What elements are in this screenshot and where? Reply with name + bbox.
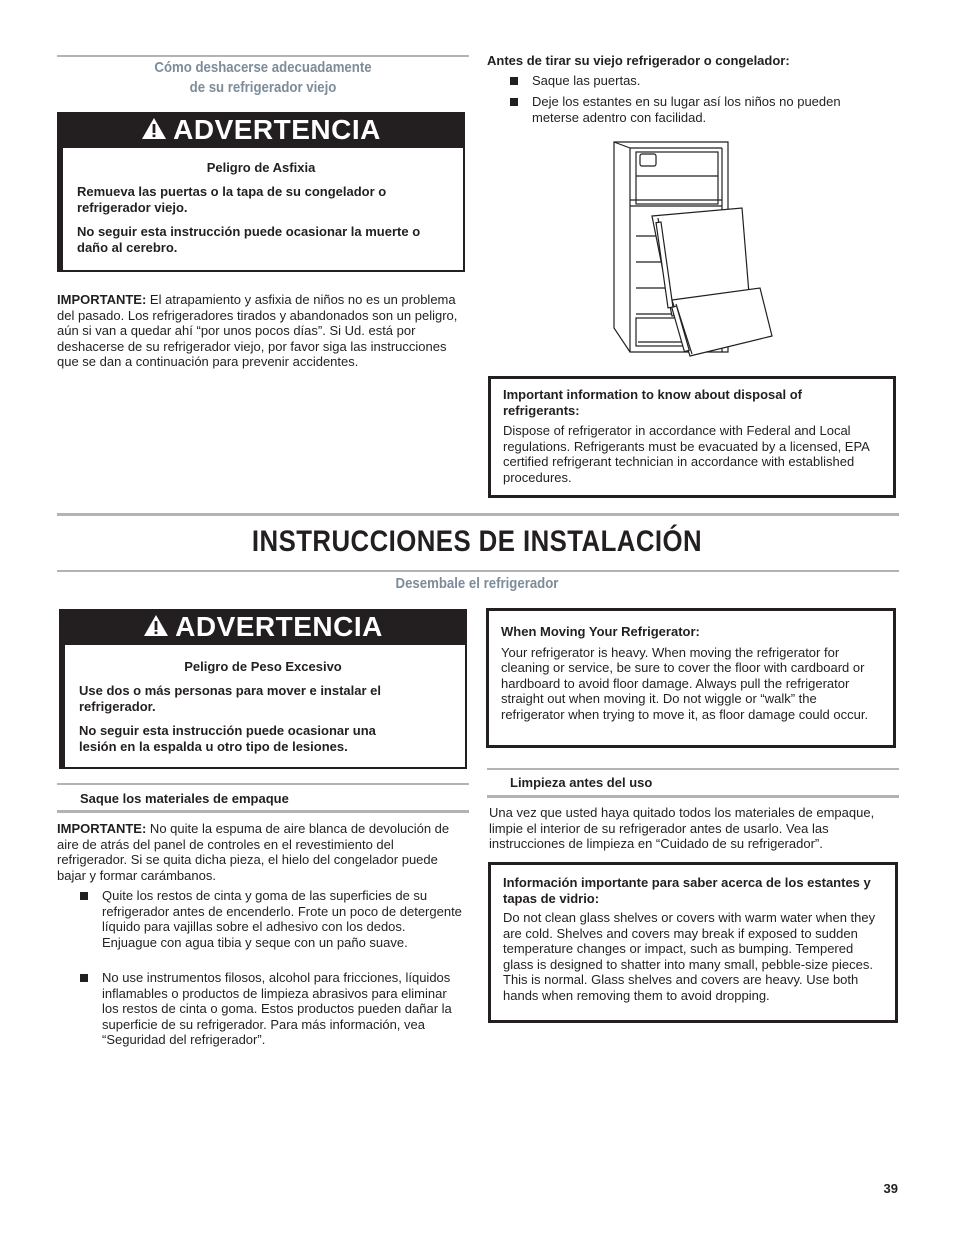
bullet-remove-doors [510,73,890,91]
suffocation-warning-box [57,112,465,272]
refrigerant-box-text: Dispose of refrigerator in accordance with Federal and Local regulations. Refrigerants must be evacuated by a licensed, EPA certified refrigerant technician in accordance with established procedures. [503,423,870,485]
warning-triangle-icon [141,117,167,140]
warning-line-2: No seguir esta instrucción puede ocasionar la muerte o daño al cerebro. [77,224,421,255]
bullet-square-icon [80,892,88,900]
packing-rule-bottom [57,810,469,813]
refrigerant-disposal-box [488,376,896,498]
refrigerator-illustration [610,138,776,360]
disposal-important-paragraph [57,292,463,370]
warning-left-stub [59,645,65,769]
hazard-label: Peligro de Peso Excesivo [184,659,342,674]
important-text: El atrapamiento y asfixia de niños no es un problema del pasado. Los refrigeradores tirados y abandonados son un peligro, aún si van a quedar ahí “por unos pocos días”. Si Ud. está por deshacerse de su refrigerador viejo, por favor siga las instrucciones que se dan a continuación para prevenir accidentes. [57,292,458,369]
glass-box-title: Información importante para saber acerca de los estantes y tapas de vidrio: [503,875,871,906]
unpack-subhead: Desembale el refrigerador [395,575,559,592]
hazard-label: Peligro de Asfixia [206,160,316,175]
packing-rule-top [57,783,469,785]
page-title: INSTRUCCIONES DE INSTALACIÓN [251,525,703,558]
warning-body [77,160,445,264]
top-left-rule [57,55,469,57]
bullet-square-icon [510,77,518,85]
bullet-remove-tape [80,888,464,966]
disposal-subhead-line2: de su refrigerador viejo [189,79,337,96]
warning-left-stub [57,148,63,272]
cleaning-section-title: Limpieza antes del uso [510,775,653,790]
warning-title: ADVERTENCIA [173,114,381,145]
disposal-subhead [82,58,445,98]
bullet-text: Deje los estantes en su lugar así los niños no pueden meterse adentro con facilidad. [532,94,841,125]
bullet-text: No use instrumentos filosos, alcohol para fricciones, líquidos inflamables o productos de limpieza abrasivos para eliminar los restos de cinta o goma. Estos productos pueden dañar la superficie de su refrigerador. Para más información, vea “Seguridad del refrigerador”. [102,970,452,1047]
cleaning-intro-paragraph: Una vez que usted haya quitado todos los materiales de empaque, limpie el interior de su refrigerador antes de usarlo. Vea las instrucciones de limpieza en “Cuidado de su refrigerador”. [489,805,875,851]
bullet-no-sharp-tools [80,970,464,1050]
refrigerant-box-title: Important information to know about disposal of refrigerants: [503,387,802,418]
glass-box-text: Do not clean glass shelves or covers with warm water when they are cold. Shelves and covers may break if exposed to sudden temperature changes or impact, such as bumping. Tempered glass is designed to shatter into many small, pebble-size pieces. This is normal. Glass shelves and covers are heavy. Use both hands when removing them to avoid dropping. [503,910,876,1003]
weight-warning-box [59,609,467,769]
moving-box-title: When Moving Your Refrigerator: [501,624,700,639]
warning-triangle-icon [143,614,169,637]
warning-banner [57,112,465,148]
warning-line-1: Use dos o más personas para mover e instalar el refrigerador. [79,683,382,714]
title-bottom-rule [57,570,899,572]
packing-important-paragraph [57,821,467,883]
important-label: IMPORTANTE: [57,821,147,836]
bullet-square-icon [80,974,88,982]
packing-section-title: Saque los materiales de empaque [80,791,289,806]
disposal-subhead-line1: Cómo deshacerse adecuadamente [154,59,372,76]
page-number: 39 [883,1181,898,1196]
bullet-text: Saque las puertas. [532,73,641,88]
moving-refrigerator-box [486,608,896,748]
important-text: No quite la espuma de aire blanca de devolución de aire de atrás del panel de controles en el revestimiento del refrigerador. Si se quita dicha pieza, el hielo del congelador puede bajar y formar carámbanos. [57,821,450,883]
warning-body [79,659,447,763]
cleaning-rule-top [487,768,899,770]
title-top-rule [57,513,899,516]
moving-box-text: Your refrigerator is heavy. When moving the refrigerator for cleaning or service, be sure to cover the floor with cardboard or hardboard to avoid floor damage. Always pull the refrigerator straight out when moving it. Do not wiggle or “walk” the refrigerator when trying to move it, as floor damage could occur. [501,644,869,722]
bullet-square-icon [510,98,518,106]
warning-line-2: No seguir esta instrucción puede ocasionar una lesión en la espalda u otro tipo de lesiones. [79,723,376,754]
important-label: IMPORTANTE: [57,292,147,307]
bullet-leave-shelves [510,94,890,128]
cleaning-rule-bottom [487,795,899,798]
warning-line-1: Remueva las puertas o la tapa de su congelador o refrigerador viejo. [77,184,387,215]
before-disposal-heading: Antes de tirar su viejo refrigerador o congelador: [487,53,790,68]
bullet-text: Quite los restos de cinta y goma de las superficies de su refrigerador antes de encenderlo. Frote un poco de detergente líquido para vajillas sobre el adhesivo con los dedos. Enjuague con agua tibia y seque con un paño suave. [102,888,462,950]
warning-banner [59,609,467,645]
glass-shelves-box [488,862,898,1023]
warning-title: ADVERTENCIA [175,611,383,642]
